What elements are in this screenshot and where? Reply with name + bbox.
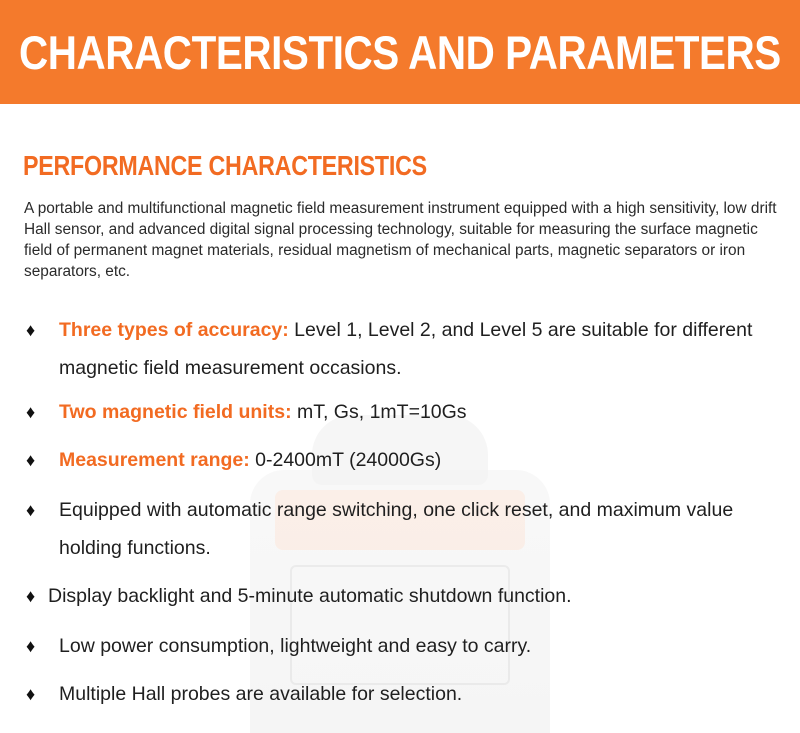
header-banner	[0, 0, 800, 104]
feature-backlight	[26, 577, 786, 615]
feature-hall-probes	[26, 675, 786, 713]
feature-text: mT, Gs, 1mT=10Gs	[291, 401, 467, 423]
feature-auto-range	[26, 491, 786, 567]
feature-range	[26, 441, 786, 479]
diamond-bullet-icon: ♦	[26, 684, 36, 704]
feature-text: Level 1, Level 2, and Level 5 are suitable for different magnetic field measurement occasions.	[59, 319, 753, 379]
feature-label: Measurement range:	[59, 449, 250, 471]
diamond-bullet-icon: ♦	[26, 320, 36, 340]
feature-accuracy	[26, 311, 786, 387]
feature-body: Multiple Hall probes are available for selection.	[59, 683, 463, 705]
feature-body	[59, 393, 786, 431]
intro-paragraph: A portable and multifunctional magnetic field measurement instrument equipped with a high sensitivity, low drift Hall sensor, and advanced digital signal processing technology, suitable for measuring the surface magnetic field of permanent magnet materials, residual magnetism of mechanical parts, magnetic separators or iron separators, etc.	[24, 200, 777, 280]
diamond-bullet-icon: ♦	[26, 636, 36, 656]
feature-body: Equipped with automatic range switching, one click reset, and maximum value holding functions.	[59, 499, 734, 559]
feature-low-power	[26, 627, 786, 665]
diamond-bullet-icon: ♦	[26, 500, 36, 520]
diamond-bullet-icon: ♦	[26, 450, 36, 470]
feature-body	[59, 441, 786, 479]
diamond-bullet-icon: ♦	[26, 586, 36, 606]
feature-body: Low power consumption, lightweight and easy to carry.	[59, 635, 532, 657]
banner-title: CHARACTERISTICS AND PARAMETERS	[19, 25, 781, 79]
feature-label: Two magnetic field units:	[59, 401, 292, 423]
feature-text: 0-2400mT (24000Gs)	[249, 449, 442, 471]
section-title: PERFORMANCE CHARACTERISTICS	[23, 150, 427, 181]
feature-body	[59, 311, 786, 387]
feature-body: Display backlight and 5-minute automatic shutdown function.	[48, 585, 572, 607]
diamond-bullet-icon: ♦	[26, 402, 36, 422]
feature-label: Three types of accuracy:	[59, 319, 289, 341]
feature-units	[26, 393, 786, 431]
